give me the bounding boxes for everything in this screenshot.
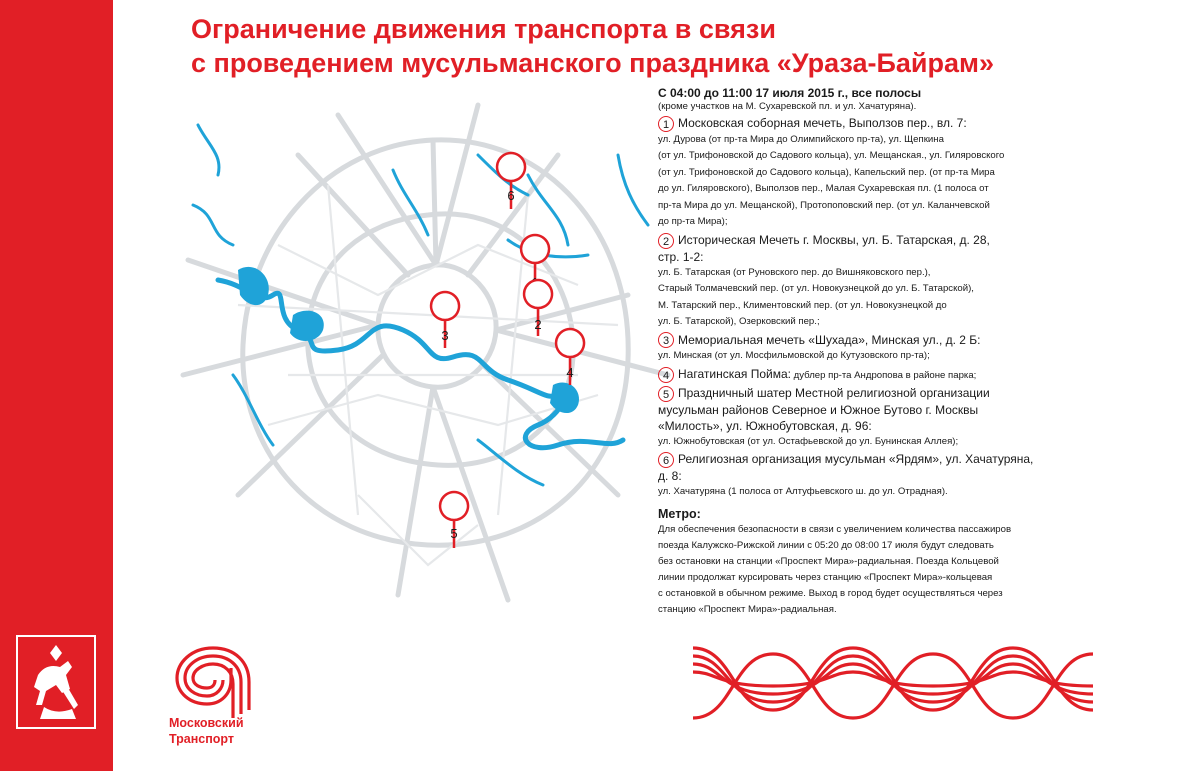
list-item-5	[658, 385, 1133, 450]
list-item-2	[658, 232, 1133, 331]
marker-label-3: 3	[441, 328, 449, 343]
item-head: Нагатинская Пойма:	[678, 366, 791, 381]
moscow-map	[178, 95, 683, 610]
item-detail: пр-та Мира до ул. Мещанской), Протопоповский пер. (от ул. Каланчевской	[658, 199, 990, 211]
decorative-wave-ornament	[693, 640, 1093, 726]
item-detail: ул. Б. Татарской), Озерковский пер.;	[658, 316, 820, 328]
item-inline-detail: дублер пр-та Андропова в районе парка;	[790, 369, 977, 381]
metro-title: Метро:	[658, 506, 701, 521]
item-detail: (от ул. Трифоновской до Садового кольца), ул. Мещанская., ул. Гиляровского	[658, 150, 1005, 162]
item-head: Мемориальная мечеть «Шухада», Минская ул., д. 2 Б:	[678, 332, 981, 347]
item-head: Религиозная организация мусульман «Ярдям», ул. Хачатуряна,	[678, 452, 1034, 467]
logo-text	[169, 715, 244, 747]
number-badge-2: 2	[658, 233, 674, 249]
number-badge-1: 1	[658, 116, 674, 132]
logo-line-2: Транспорт	[169, 732, 235, 746]
title-line-1: Ограничение движения транспорта в связи	[191, 14, 776, 44]
main-content	[113, 0, 1178, 771]
metro-line: линии продолжат курсировать через станцию «Проспект Мира»-кольцевая	[658, 571, 993, 583]
metro-line: поезда Калужско-Рижской линии с 05:20 до 08:00 17 июля будут следовать	[658, 539, 994, 551]
item-detail: ул. Б. Татарская (от Руновского пер. до Вишняковского пер.),	[658, 266, 931, 278]
road-network	[183, 105, 668, 600]
metro-line: Для обеспечения безопасности в связи с увеличением количества пассажиров	[658, 523, 1012, 535]
page-title	[191, 12, 1171, 80]
map-marker-5[interactable]	[440, 492, 468, 548]
map-marker-3[interactable]	[431, 292, 459, 348]
item-detail: ул. Южнобутовская (от ул. Остафьевской до ул. Бунинская Аллея);	[658, 435, 959, 447]
map-marker-2[interactable]	[524, 280, 552, 336]
item-head-cont: д. 8:	[658, 469, 682, 484]
map-marker-4[interactable]	[556, 329, 584, 385]
list-item-3	[658, 332, 1133, 365]
red-sidebar	[0, 0, 113, 771]
title-line-2: с проведением мусульманского праздника «Ураза-Байрам»	[191, 48, 994, 78]
minor-roads	[238, 185, 618, 565]
item-detail: Старый Толмачевский пер. (от ул. Новокузнецкой до ул. Б. Татарской),	[658, 283, 974, 295]
item-head-cont: мусульман районов Северное и Южное Бутово г. Москвы	[658, 402, 979, 417]
moscow-coat-of-arms-icon	[16, 635, 96, 729]
list-item-1	[658, 115, 1133, 231]
marker-label-4: 4	[566, 365, 574, 380]
item-head: Историческая Мечеть г. Москвы, ул. Б. Татарская, д. 28,	[678, 232, 990, 247]
marker-label-6: 6	[507, 188, 515, 203]
item-detail: (от ул. Трифоновской до Садового кольца), Капельский пер. (от пр-та Мира	[658, 166, 995, 178]
item-detail: М. Татарский пер., Климентовский пер. (от ул. Новокузнецкой до	[658, 299, 947, 311]
item-detail: до пр-та Мира);	[658, 216, 728, 228]
item-detail: ул. Хачатуряна (1 полоса от Алтуфьевского ш. до ул. Отрадная).	[658, 486, 948, 498]
number-badge-4: 4	[658, 367, 674, 383]
list-item-6	[658, 451, 1133, 500]
item-head-cont: «Милость», ул. Южнобутовская, д. 96:	[658, 418, 872, 433]
item-head-cont: стр. 1-2:	[658, 249, 704, 264]
river-moscow	[193, 125, 648, 485]
intro-sub: (кроме участков на М. Сухаревской пл. и ул. Хачатуряна).	[658, 101, 917, 112]
logo-line-1: Московский	[169, 716, 244, 730]
number-badge-5: 5	[658, 386, 674, 402]
intro-line: С 04:00 до 11:00 17 июля 2015 г., все полосы	[658, 86, 922, 100]
restrictions-list	[658, 86, 1133, 618]
metro-line: станцию «Проспект Мира»-радиальная.	[658, 603, 837, 615]
metro-line: без остановки на станции «Проспект Мира»-радиальная. Поезда Кольцевой	[658, 555, 999, 567]
item-head: Праздничный шатер Местной религиозной организации	[678, 385, 990, 400]
marker-label-2: 2	[534, 317, 542, 332]
number-badge-3: 3	[658, 332, 674, 348]
number-badge-6: 6	[658, 452, 674, 468]
metro-line: с остановкой в обычном режиме. Выход в город будет осуществляться через	[658, 587, 1003, 599]
metro-text	[658, 522, 1133, 618]
list-item-4	[658, 366, 1133, 384]
item-detail: до ул. Гиляровского), Выползов пер., Малая Сухаревская пл. (1 полоса от	[658, 183, 989, 195]
item-head: Московская соборная мечеть, Выползов пер., вл. 7:	[678, 116, 967, 130]
marker-label-5: 5	[450, 526, 458, 541]
item-detail: ул. Дурова (от пр-та Мира до Олимпийского пр-та), ул. Щепкина	[658, 133, 944, 145]
item-detail: ул. Минская (от ул. Мосфильмовской до Кутузовского пр-та);	[658, 350, 930, 362]
